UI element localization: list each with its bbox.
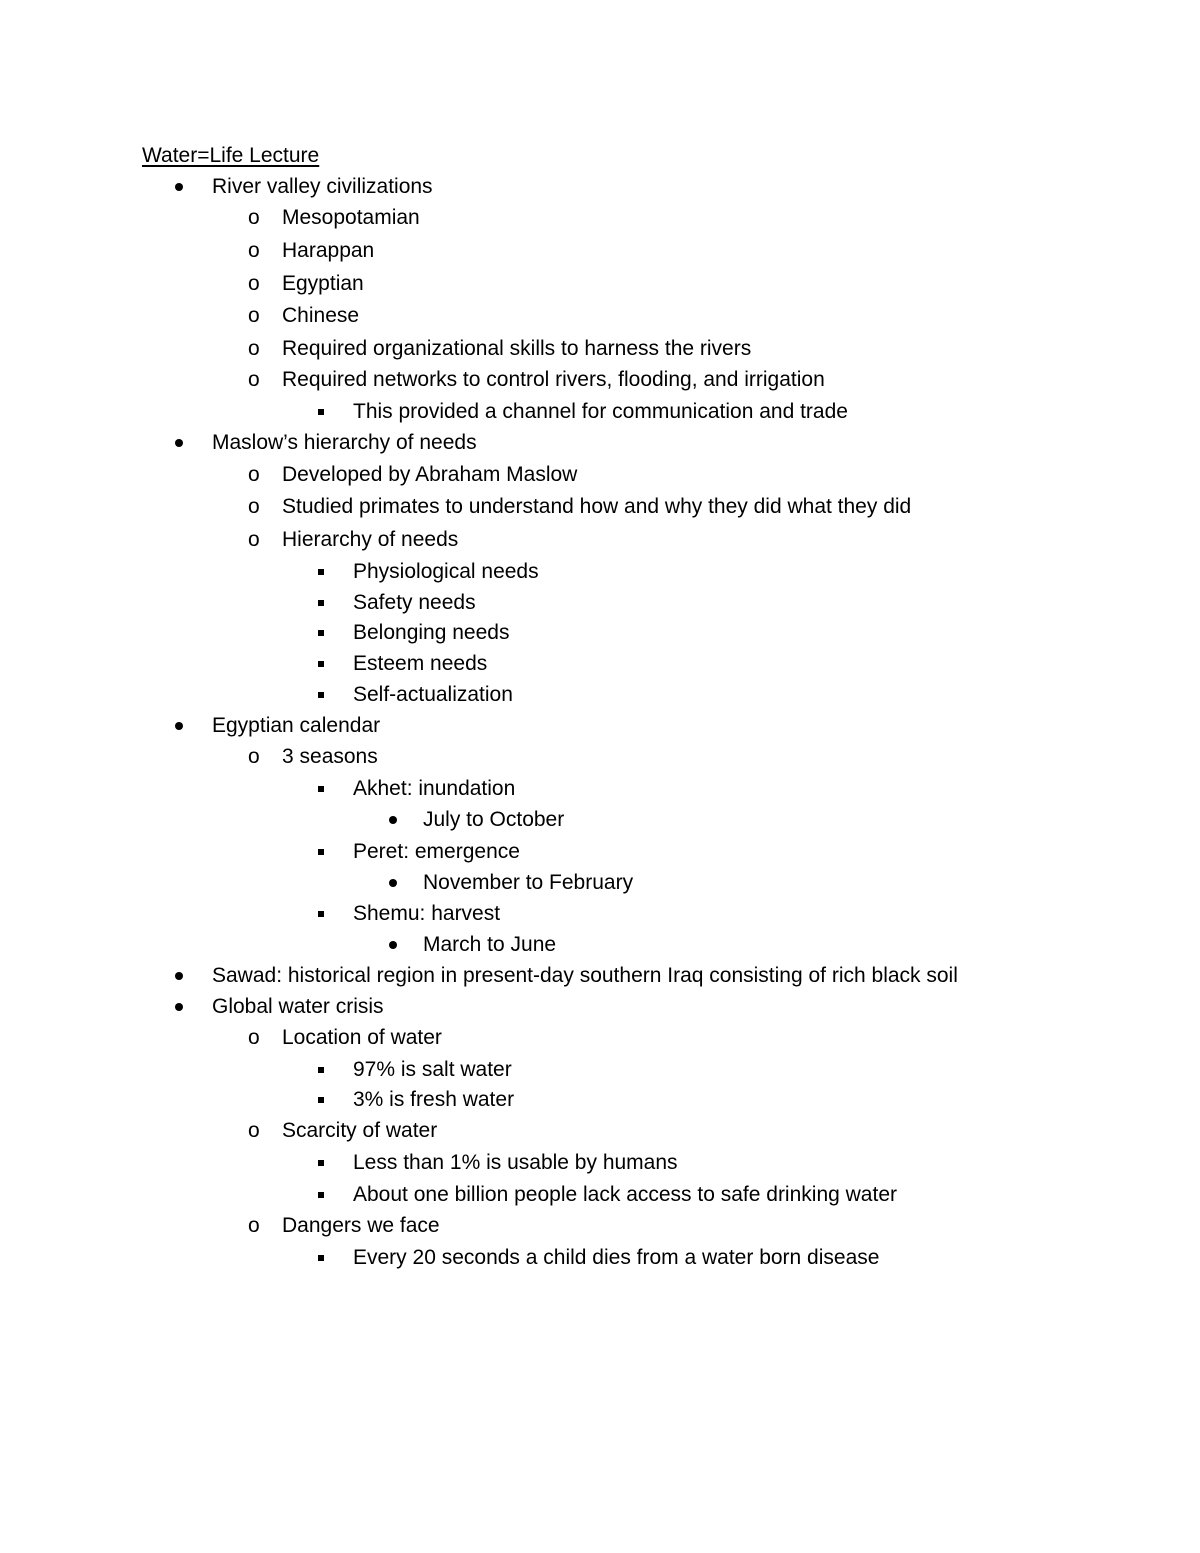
item-text: Harappan (282, 239, 375, 262)
item-text: Mesopotamian (282, 206, 420, 229)
sub-item (248, 744, 378, 770)
sub-item (248, 271, 364, 297)
sub-item (248, 238, 374, 264)
bullet-circle-icon: o (248, 528, 260, 551)
item-text: Safety needs (353, 591, 476, 614)
bullet-circle-icon: o (248, 206, 260, 229)
sub-sub-item (318, 399, 848, 425)
sub-item (248, 303, 359, 329)
bullet-circle-icon: o (248, 337, 260, 360)
item-text: November to February (423, 871, 634, 894)
sub-sub-item (318, 901, 500, 927)
item-text: Dangers we face (282, 1214, 440, 1237)
bullet-circle-icon: o (248, 304, 260, 327)
sub-sub-item (318, 1150, 678, 1176)
sub-sub-sub-item (389, 807, 564, 833)
item-text: Global water crisis (212, 995, 384, 1018)
bullet-item (175, 994, 384, 1020)
bullet-item (175, 174, 433, 200)
item-text: Studied primates to understand how and why they did what they did (282, 495, 912, 518)
item-text: 3 seasons (282, 745, 378, 768)
sub-item (248, 205, 420, 231)
bullet-circle-icon: o (248, 463, 260, 486)
sub-sub-item (318, 1245, 879, 1271)
sub-item (248, 367, 825, 393)
item-text: About one billion people lack access to safe drinking water (353, 1183, 897, 1206)
bullet-circle-icon: o (248, 1214, 260, 1237)
item-text: Developed by Abraham Maslow (282, 463, 578, 486)
item-text: Sawad: historical region in present-day southern Iraq consisting of rich black soil (212, 964, 958, 987)
sub-item (248, 1025, 442, 1051)
item-text: Belonging needs (353, 621, 510, 644)
sub-item (248, 527, 458, 553)
sub-sub-sub-item (389, 870, 633, 896)
item-text: Less than 1% is usable by humans (353, 1151, 678, 1174)
sub-item (248, 494, 911, 520)
item-text: Location of water (282, 1026, 442, 1049)
sub-sub-item (318, 839, 520, 865)
item-text: Required networks to control rivers, flooding, and irrigation (282, 368, 825, 391)
item-text: Peret: emergence (353, 840, 520, 863)
item-text: Hierarchy of needs (282, 528, 459, 551)
item-text: 97% is salt water (353, 1058, 512, 1081)
bullet-circle-icon: o (248, 368, 260, 391)
sub-sub-item (318, 651, 487, 677)
bullet-circle-icon: o (248, 1119, 260, 1142)
item-text: Maslow’s hierarchy of needs (212, 431, 477, 454)
bullet-circle-icon: o (248, 495, 260, 518)
sub-sub-item (318, 776, 515, 802)
bullet-circle-icon: o (248, 1026, 260, 1049)
sub-sub-sub-item (389, 932, 556, 958)
item-text: March to June (423, 933, 557, 956)
item-text: July to October (423, 808, 565, 831)
sub-sub-item (318, 559, 539, 585)
item-text: 3% is fresh water (353, 1088, 515, 1111)
sub-item (248, 1213, 440, 1239)
bullet-circle-icon: o (248, 745, 260, 768)
document-title: Water=Life Lecture (142, 144, 320, 167)
bullet-circle-icon: o (248, 272, 260, 295)
item-text: Akhet: inundation (353, 777, 516, 800)
item-text: River valley civilizations (212, 175, 433, 198)
item-text: Egyptian (282, 272, 364, 295)
sub-sub-item (318, 1182, 897, 1208)
item-text: Egyptian calendar (212, 714, 381, 737)
item-text: Self-actualization (353, 683, 513, 706)
item-text: This provided a channel for communication and trade (353, 400, 848, 423)
sub-sub-item (318, 590, 476, 616)
item-text: Chinese (282, 304, 360, 327)
item-text: Every 20 seconds a child dies from a water born disease (353, 1246, 880, 1269)
sub-item (248, 462, 577, 488)
bullet-item (175, 430, 477, 456)
sub-sub-item (318, 1087, 514, 1113)
sub-sub-item (318, 620, 509, 646)
sub-item (248, 1118, 437, 1144)
item-text: Required organizational skills to harness the rivers (282, 337, 752, 360)
sub-sub-item (318, 682, 513, 708)
item-text: Shemu: harvest (353, 902, 501, 925)
bullet-item (175, 963, 958, 989)
bullet-item (175, 713, 380, 739)
item-text: Scarcity of water (282, 1119, 438, 1142)
sub-item (248, 336, 751, 362)
sub-sub-item (318, 1057, 512, 1083)
item-text: Physiological needs (353, 560, 539, 583)
item-text: Esteem needs (353, 652, 488, 675)
bullet-circle-icon: o (248, 239, 260, 262)
